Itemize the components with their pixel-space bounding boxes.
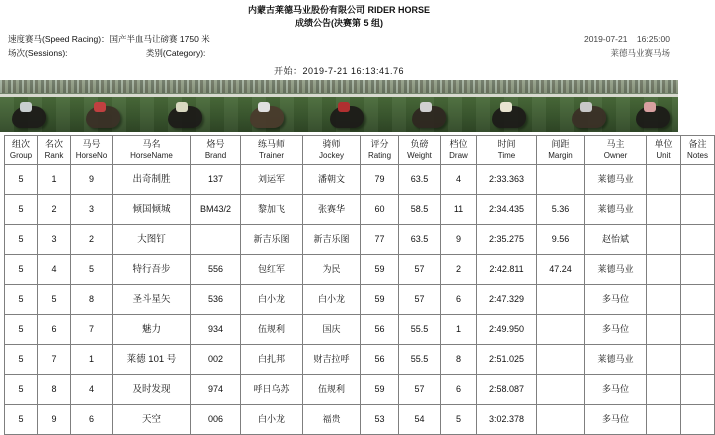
table-row — [5, 225, 715, 255]
col-group-en: Group — [9, 151, 33, 160]
col-weight — [399, 136, 441, 165]
cell-margin — [537, 165, 585, 195]
col-margin — [537, 136, 585, 165]
cell-brand: 006 — [191, 405, 241, 435]
cell-horseno: 7 — [71, 315, 113, 345]
venue-name: 莱德马业赛马场 — [610, 48, 670, 58]
results-table-wrap — [0, 132, 708, 435]
cell-horsename: 特行吾步 — [113, 255, 191, 285]
col-trainer — [241, 136, 303, 165]
col-time — [477, 136, 537, 165]
cell-owner: 多马位 — [585, 405, 647, 435]
table-row — [5, 165, 715, 195]
cell-owner: 多马位 — [585, 285, 647, 315]
photo-jockey — [20, 102, 32, 112]
cell-group: 5 — [5, 165, 38, 195]
cell-trainer: 黎加飞 — [241, 195, 303, 225]
cell-trainer: 白扎邦 — [241, 345, 303, 375]
cell-margin — [537, 375, 585, 405]
cell-notes — [681, 225, 715, 255]
cell-horseno: 2 — [71, 225, 113, 255]
cell-jockey: 国庆 — [303, 315, 361, 345]
cell-rank: 1 — [38, 165, 71, 195]
cell-horseno: 5 — [71, 255, 113, 285]
table-row — [5, 255, 715, 285]
cell-owner: 赵怡斌 — [585, 225, 647, 255]
cell-draw: 2 — [441, 255, 477, 285]
col-time-en: Time — [497, 151, 516, 160]
cell-notes — [681, 285, 715, 315]
cell-brand: 002 — [191, 345, 241, 375]
col-notes-cn: 备注 — [688, 139, 707, 149]
cell-brand — [191, 225, 241, 255]
cell-margin: 5.36 — [537, 195, 585, 225]
col-horsename-cn: 马名 — [142, 139, 161, 149]
cell-group: 5 — [5, 285, 38, 315]
table-row — [5, 405, 715, 435]
cell-time: 2:33.363 — [477, 165, 537, 195]
cell-margin — [537, 405, 585, 435]
cell-time: 2:49.950 — [477, 315, 537, 345]
cell-horsename: 莱德 101 号 — [113, 345, 191, 375]
cell-group: 5 — [5, 375, 38, 405]
meta-row — [0, 30, 678, 60]
cell-jockey: 张赛华 — [303, 195, 361, 225]
cell-trainer: 包红军 — [241, 255, 303, 285]
cell-time: 2:58.087 — [477, 375, 537, 405]
col-margin-en: Margin — [548, 151, 573, 160]
col-margin-cn: 间距 — [551, 139, 570, 149]
cell-rating: 59 — [361, 255, 399, 285]
sessions-category-line — [8, 46, 405, 60]
cell-trainer: 白小龙 — [241, 285, 303, 315]
cell-weight: 55.5 — [399, 345, 441, 375]
report-date: 2019-07-21 — [583, 34, 628, 44]
table-row — [5, 315, 715, 345]
meta-right — [584, 32, 670, 60]
col-horseno-en: HorseNo — [75, 151, 108, 160]
cell-weight: 63.5 — [399, 225, 441, 255]
col-rating — [361, 136, 399, 165]
col-horseno — [71, 136, 113, 165]
cell-rating: 56 — [361, 345, 399, 375]
cell-unit — [647, 285, 681, 315]
cell-draw: 6 — [441, 375, 477, 405]
cell-time: 3:02.378 — [477, 405, 537, 435]
cell-trainer: 呼日乌苏 — [241, 375, 303, 405]
race-description: 速度赛马(Speed Racing)：国产半血马让磅赛 1750 米 — [8, 34, 210, 44]
cell-horsename: 天空 — [113, 405, 191, 435]
cell-notes — [681, 195, 715, 225]
col-rank — [38, 136, 71, 165]
cell-brand: 556 — [191, 255, 241, 285]
col-jockey-cn: 骑师 — [322, 139, 341, 149]
col-brand — [191, 136, 241, 165]
col-brand-en: Brand — [204, 151, 227, 160]
cell-unit — [647, 225, 681, 255]
cell-time: 2:34.435 — [477, 195, 537, 225]
cell-group: 5 — [5, 315, 38, 345]
cell-rank: 2 — [38, 195, 71, 225]
meta-left — [8, 32, 405, 60]
table-row — [5, 345, 715, 375]
cell-owner: 莱德马业 — [585, 165, 647, 195]
cell-horsename: 倾国倾城 — [113, 195, 191, 225]
cell-draw: 4 — [441, 165, 477, 195]
sessions-label: 场次(Sessions): — [8, 48, 68, 58]
col-weight-cn: 负磅 — [410, 139, 429, 149]
col-draw-en: Draw — [449, 151, 468, 160]
cell-weight: 57 — [399, 375, 441, 405]
col-rank-en: Rank — [44, 151, 64, 160]
cell-rating: 77 — [361, 225, 399, 255]
photo-jockey — [258, 102, 270, 112]
table-row — [5, 285, 715, 315]
cell-draw: 5 — [441, 405, 477, 435]
report-time: 16:25:00 — [636, 34, 670, 44]
cell-draw: 8 — [441, 345, 477, 375]
col-group — [5, 136, 38, 165]
cell-margin — [537, 285, 585, 315]
cell-brand: 536 — [191, 285, 241, 315]
cell-jockey: 财吉拉呼 — [303, 345, 361, 375]
cell-brand: BM43/2 — [191, 195, 241, 225]
cell-brand: 137 — [191, 165, 241, 195]
cell-horseno: 9 — [71, 165, 113, 195]
cell-margin: 47.24 — [537, 255, 585, 285]
document-title: 成绩公告(决赛第 5 组) — [294, 18, 383, 28]
cell-draw: 11 — [441, 195, 477, 225]
cell-owner: 多马位 — [585, 315, 647, 345]
photo-jockey — [500, 102, 512, 112]
col-unit-cn: 单位 — [654, 139, 673, 149]
col-unit — [647, 136, 681, 165]
cell-horsename: 及时发现 — [113, 375, 191, 405]
cell-weight: 57 — [399, 285, 441, 315]
cell-unit — [647, 255, 681, 285]
cell-rating: 59 — [361, 375, 399, 405]
cell-horseno: 8 — [71, 285, 113, 315]
col-draw — [441, 136, 477, 165]
col-weight-en: Weight — [407, 151, 432, 160]
photo-jockey — [176, 102, 188, 112]
col-horsename — [113, 136, 191, 165]
col-notes-en: Notes — [687, 151, 708, 160]
cell-owner: 莱德马业 — [585, 345, 647, 375]
cell-draw: 6 — [441, 285, 477, 315]
col-unit-en: Unit — [656, 151, 671, 160]
race-photo — [0, 80, 678, 132]
cell-draw: 9 — [441, 225, 477, 255]
cell-notes — [681, 315, 715, 345]
photo-jockey — [338, 102, 350, 112]
col-group-cn: 组次 — [11, 139, 30, 149]
cell-unit — [647, 165, 681, 195]
cell-horseno: 4 — [71, 375, 113, 405]
photo-jockey — [644, 102, 656, 112]
photo-crowd — [0, 80, 678, 93]
cell-owner: 莱德马业 — [585, 195, 647, 225]
cell-notes — [681, 375, 715, 405]
cell-rank: 3 — [38, 225, 71, 255]
cell-notes — [681, 255, 715, 285]
col-owner — [585, 136, 647, 165]
category-label: 类别(Category): — [145, 48, 206, 58]
cell-rank: 9 — [38, 405, 71, 435]
cell-notes — [681, 345, 715, 375]
col-horsename-en: HorseName — [130, 151, 173, 160]
cell-rating: 59 — [361, 285, 399, 315]
col-time-cn: 时间 — [497, 139, 516, 149]
cell-rank: 8 — [38, 375, 71, 405]
cell-time: 2:47.329 — [477, 285, 537, 315]
start-time-line: 开始：2019-7-21 16:13:41.76 — [273, 66, 405, 76]
cell-group: 5 — [5, 195, 38, 225]
table-row — [5, 195, 715, 225]
cell-notes — [681, 165, 715, 195]
col-rank-cn: 名次 — [44, 139, 63, 149]
cell-unit — [647, 405, 681, 435]
cell-rank: 5 — [38, 285, 71, 315]
col-horseno-cn: 马号 — [82, 139, 101, 149]
col-owner-en: Owner — [603, 151, 628, 160]
cell-horseno: 1 — [71, 345, 113, 375]
col-brand-cn: 烙号 — [206, 139, 225, 149]
cell-trainer: 刘运军 — [241, 165, 303, 195]
cell-jockey: 伍规利 — [303, 375, 361, 405]
cell-weight: 58.5 — [399, 195, 441, 225]
cell-horsename: 圣斗星矢 — [113, 285, 191, 315]
col-jockey-en: Jockey — [319, 151, 344, 160]
cell-group: 5 — [5, 405, 38, 435]
cell-time: 2:35.275 — [477, 225, 537, 255]
cell-horsename: 出奇制胜 — [113, 165, 191, 195]
document-header — [0, 0, 678, 30]
col-rating-en: Rating — [367, 151, 392, 160]
col-jockey — [303, 136, 361, 165]
cell-unit — [647, 315, 681, 345]
cell-jockey: 福贵 — [303, 405, 361, 435]
cell-rank: 4 — [38, 255, 71, 285]
cell-weight: 54 — [399, 405, 441, 435]
cell-rank: 7 — [38, 345, 71, 375]
cell-notes — [681, 405, 715, 435]
cell-weight: 55.5 — [399, 315, 441, 345]
cell-brand: 974 — [191, 375, 241, 405]
col-draw-cn: 档位 — [449, 139, 468, 149]
cell-horseno: 3 — [71, 195, 113, 225]
cell-jockey: 潘朝文 — [303, 165, 361, 195]
photo-jockey — [580, 102, 592, 112]
cell-rating: 53 — [361, 405, 399, 435]
cell-jockey: 新吉乐图 — [303, 225, 361, 255]
cell-rating: 79 — [361, 165, 399, 195]
cell-draw: 1 — [441, 315, 477, 345]
photo-jockey — [420, 102, 432, 112]
cell-trainer: 伍规利 — [241, 315, 303, 345]
cell-horseno: 6 — [71, 405, 113, 435]
col-trainer-en: Trainer — [258, 151, 285, 160]
datetime-line — [584, 32, 670, 46]
cell-group: 5 — [5, 225, 38, 255]
cell-unit — [647, 375, 681, 405]
cell-weight: 63.5 — [399, 165, 441, 195]
cell-rank: 6 — [38, 315, 71, 345]
cell-rating: 56 — [361, 315, 399, 345]
photo-jockey — [94, 102, 106, 112]
col-trainer-cn: 练马师 — [257, 139, 285, 149]
table-header-row — [5, 136, 715, 165]
cell-horsename: 魅力 — [113, 315, 191, 345]
cell-time: 2:51.025 — [477, 345, 537, 375]
col-rating-cn: 评分 — [370, 139, 389, 149]
cell-owner: 多马位 — [585, 375, 647, 405]
cell-margin — [537, 345, 585, 375]
cell-unit — [647, 195, 681, 225]
col-owner-cn: 马主 — [606, 139, 625, 149]
cell-margin: 9.56 — [537, 225, 585, 255]
cell-jockey: 为民 — [303, 255, 361, 285]
col-notes — [681, 136, 715, 165]
cell-trainer: 白小龙 — [241, 405, 303, 435]
cell-owner: 莱德马业 — [585, 255, 647, 285]
cell-margin — [537, 315, 585, 345]
cell-weight: 57 — [399, 255, 441, 285]
cell-rating: 60 — [361, 195, 399, 225]
cell-group: 5 — [5, 255, 38, 285]
cell-time: 2:42.811 — [477, 255, 537, 285]
cell-trainer: 新吉乐图 — [241, 225, 303, 255]
company-name: 内蒙古莱德马业股份有限公司 RIDER HORSE — [247, 5, 430, 15]
results-table-body — [5, 165, 715, 435]
cell-horsename: 大图钉 — [113, 225, 191, 255]
results-table — [4, 135, 715, 435]
cell-brand: 934 — [191, 315, 241, 345]
table-row — [5, 375, 715, 405]
cell-unit — [647, 345, 681, 375]
cell-jockey: 白小龙 — [303, 285, 361, 315]
cell-group: 5 — [5, 345, 38, 375]
